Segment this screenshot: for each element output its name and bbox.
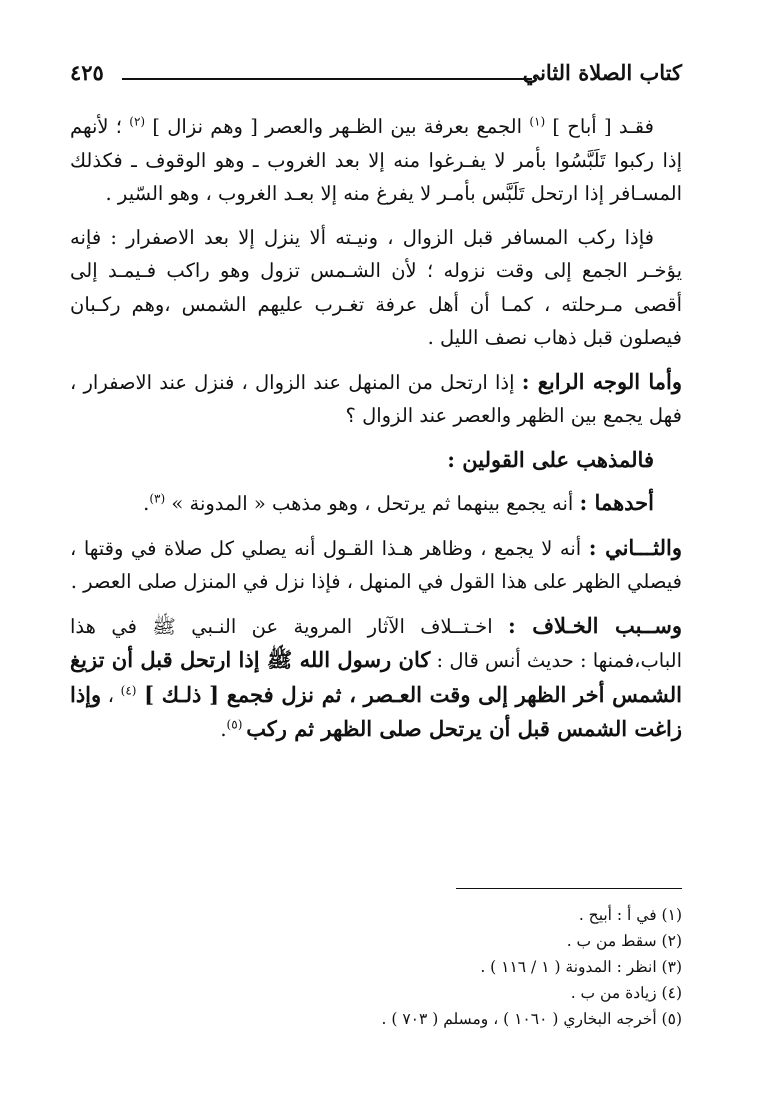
p1-text-b: الجمع بعرفة بين الظـهر والعصر [ وهم نزال ] (145, 115, 530, 138)
footnote-ref-3: (٣) (149, 491, 166, 506)
paragraph-1 (70, 110, 682, 211)
p1-text-c: ؛ لأنهم إذا ركبوا تَلَبَّسُوا بأمر لا يفـرغوا منه إلا بعد الغروب ـ وهو الوقوف ـ فكذلك المسـافر إذا ارتحل تَلَبَّس بأمـر لا يفرغ منه إلا بعـد الغروب ، وهو السّير . (70, 115, 682, 205)
footnote-separator (456, 888, 682, 889)
header-rule (122, 78, 532, 80)
lead-reason-of-dispute: وســبب الخـلاف : (508, 612, 682, 638)
footnote-ref-2: (٢) (129, 114, 146, 129)
lead-first-opinion: أحدهما : (579, 490, 654, 515)
footnote-ref-5: (٥) (226, 717, 247, 732)
footnote-5: (٥) أخرجه البخاري ( ١٠٦٠ ) ، ومسلم ( ٧٠٣ ) . (381, 1010, 682, 1028)
paragraph-4-heading: فالمذهب على القولين : (447, 446, 654, 472)
paragraph-6 (70, 531, 682, 599)
p7-text-a: اخـتــلاف الآثار المروية عن النـبي ﷺ في هذا الباب،فمنها : حديث أنس قال : (70, 614, 682, 672)
p5-end: . (143, 492, 150, 515)
paragraph-2: فإذا ركب المسافر قبل الزوال ، ونيـته ألا ينزل إلا بعد الاصفرار : فإنه يؤخـر الجمع إلى وقت نزوله ؛ لأن الشـمس تزول وهو راكب فـيمـد إلى أقصى مـرحلته ، كمـا أن أهل عرفة تغـرب عليهم الشمس ،وهم ركـبان فيصلون قبل ذهاب نصف الليل . (70, 225, 682, 349)
footnote-2: (٢) سقط من ب . (566, 932, 682, 950)
p3-text: إذا ارتحل من المنهل عند الزوال ، فنزل عند الاصفرار ، فهل يجمع بين الظهر والعصر عند الزوال ؟ (70, 370, 682, 427)
lead-second-opinion: والثـــاني : (588, 534, 682, 560)
main-text (70, 110, 682, 757)
p1-text-a: فقـد [ أباح ] (545, 115, 654, 138)
paragraph-5 (70, 486, 682, 521)
footnote-3: (٣) انظر : المدونة ( ١ / ١١٦ ) . (480, 958, 682, 976)
footnote-4: (٤) زيادة من ب . (570, 984, 682, 1002)
chapter-title: كتاب الصلاة الثاني (522, 60, 682, 85)
paragraph-7 (70, 609, 682, 747)
footnote-ref-1: (١) (529, 114, 546, 129)
hadith-quote-part-1: كان رسول الله ﷺ إذا ارتحل قبل أن تزيغ الشمس أخر الظهر إلى وقت العـصر ، ثم نزل فجمع [ ذلـك ] (70, 647, 683, 707)
p5-text: أنه يجمع بينهما ثم يرتحل ، وهو مذهب « المدونة » (165, 492, 580, 515)
p7-text-c: ، (101, 683, 121, 707)
section-lead-fourth-aspect: وأما الوجه الرابع : (521, 368, 682, 394)
p7-end: . (220, 718, 227, 741)
hadith-quote-part-2: وإذا زاغت الشمس قبل أن يرتحل صلى الظهر ثم ركب (70, 681, 682, 741)
paragraph-3 (70, 365, 682, 433)
footnote-ref-4: (٤) (120, 683, 137, 697)
footnote-1: (١) في أ : أبيح . (578, 906, 682, 924)
page-header (70, 60, 682, 94)
footnotes (70, 902, 682, 1032)
page-number: ٤٢٥ (70, 60, 104, 85)
p6-text: أنه لا يجمع ، وظاهر هـذا القـول أنه يصلي كل صلاة في وقتها ، فيصلي الظهر على هذا القول في المنهل ، فإذا نزل في المنزل صلى العصر . (70, 536, 682, 593)
